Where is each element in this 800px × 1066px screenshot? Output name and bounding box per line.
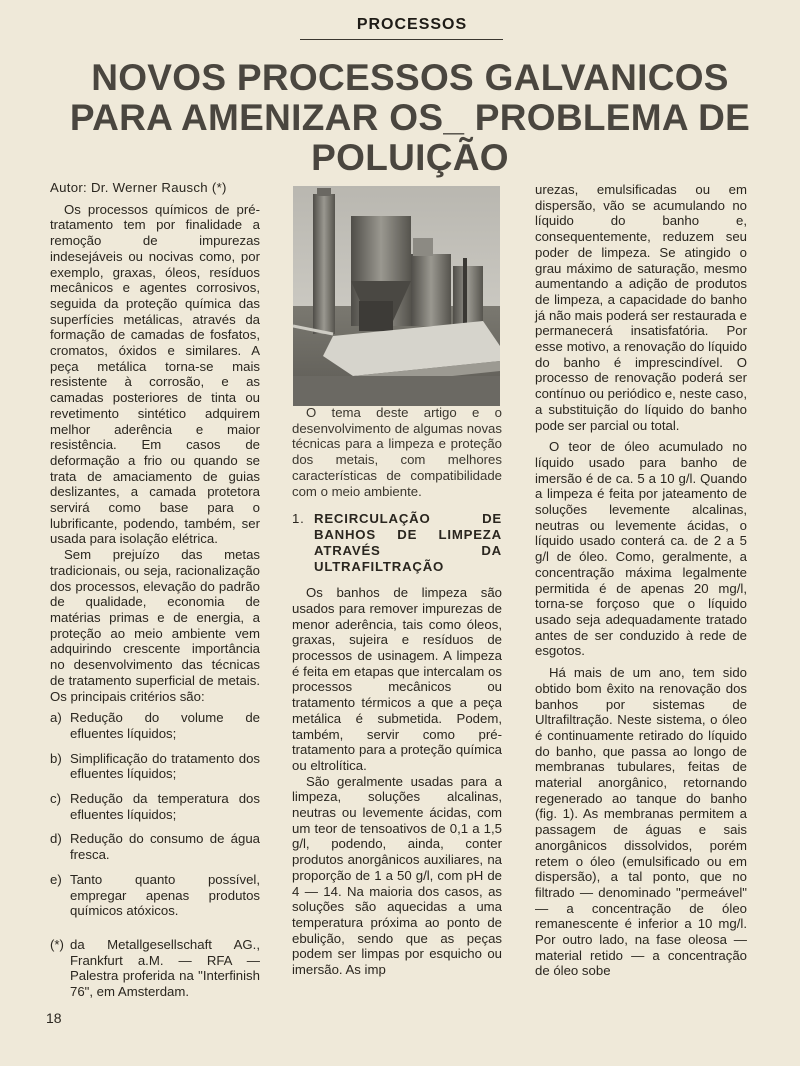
- criteria-list: [50, 710, 260, 919]
- body-paragraph: Há mais de um ano, tem sido obtido bom êxito na renovação dos banhos por sistemas de Ultrafiltração. Neste sistema, o óleo é continuamente retirado do líquido do banho, que passa ao longo de membranas tubulares, feitas de material anorgânico, retornando regenerado ao tanque do banho (fig. 1). As membranas permitem a passagem de águas e sais anorgânicos dissolvidos, porém retem o óleo (emulsificado ou em dispersão), a tal ponto, que no filtrado — denominado "permeável" — a concentração de óleo remanescente é inferior a 10 mg/l. Por outro lado, na fase oleosa — material retido — a concentração de óleo sobe: [535, 665, 747, 979]
- article-headline: [60, 58, 760, 178]
- body-paragraph: São geralmente usadas para a limpeza, soluções alcalinas, neutras ou levemente ácidas, com um teor de tensoativos de 0,1 a 1,5 g/l, podendo, ainda, conter produtos anorgânicos auxiliares, na proporção de 1 a 50 g/l, com pH de 4 — 14. Na maioria dos casos, as soluções são aquecidas a uma temperatura próxima ao ponto de ebulição, sendo que as peças podem ser limpas por esquicho ou imersão. As imp: [292, 773, 502, 978]
- photo-caption: O tema deste artigo e o desenvolvimento de algumas novas técnicas para a limpeza e proteção dos metais, com melhores características de compatibilidade com o meio ambiente.: [292, 405, 502, 499]
- list-item: [50, 710, 260, 741]
- list-marker: b): [50, 750, 62, 766]
- plant-photo: [293, 186, 500, 406]
- page-number: 18: [46, 1010, 62, 1026]
- list-marker: d): [50, 831, 62, 847]
- list-marker: c): [50, 791, 61, 807]
- list-item: [50, 791, 260, 822]
- list-text: Redução do volume de efluentes líquidos;: [70, 710, 260, 741]
- headline-text: NOVOS PROCESSOS GALVANICOS PARA AMENIZAR OS_ PROBLEMA DE POLUIÇÃO: [69, 57, 751, 178]
- list-item: [50, 872, 260, 919]
- list-item: [50, 751, 260, 782]
- author-line: Autor: Dr. Werner Rausch (*): [50, 180, 227, 195]
- footnote-text: da Metallgesellschaft AG., Frankfurt a.M. — RFA — Palestra proferida na "Interfinish 76", em Amsterdam.: [70, 936, 260, 1000]
- body-paragraph: O teor de óleo acumulado no líquido usado para banho de imersão é de ca. 5 a 10 g/l. Quando a limpeza é feita por jateamento de soluções levemente alcalinas, neutras ou levemente ácidas, o líquido usado conterá ca. de 2 a 5 g/l de óleo. Como, geralmente, a concentração máxima legalmente permitida é de apenas 20 mg/l, torna-se forçoso que o líquido usado seja adequadamente tratado antes de ser conduzido à rede de esgotos.: [535, 439, 747, 659]
- list-text: Tanto quanto possível, empregar apenas produtos químicos atóxicos.: [70, 871, 260, 919]
- section-number: 1.: [292, 511, 305, 527]
- list-item: [50, 831, 260, 862]
- list-text: Redução da temperatura dos efluentes líquidos;: [70, 791, 260, 822]
- section-rule: [300, 39, 503, 40]
- column-3: [535, 182, 747, 979]
- footnote-marker: (*): [50, 936, 64, 952]
- body-paragraph: Os banhos de limpeza são usados para remover impurezas de menor aderência, tais como óleos, graxas, sujeira e resíduos de processos de usinagem. A limpeza é feita em etapas que intercalam os processos mecânicos ou tratamento térmicos a que a peça metálica é submetida. Podem, também, servir como pré-tratamento para a proteção química ou eltrolítica.: [292, 585, 502, 773]
- list-marker: a): [50, 710, 62, 726]
- intro-paragraph: Os processos químicos de pré-tratamento tem por finalidade a remoção de impurezas indesejáveis ou nocivas como, por exemplo, graxas, óleos, resíduos mecânicos e agentes corrosivos, seguida da proteção química das superfícies metálicas, através da formação de camadas de fosfatos, cromatos, óxidos e similares. A peça metálica torna-se mais resistente à corrosão, e as camadas posteriores de tinta ou revetimento sintético adquirem melhor aderência e maior resistência. Em casos de deformação a frio ou quando se trata de amaciamento de guias deslizantes, a camada protetora servirá como base para o lubrificante, podendo, também, ser usada para isolação elétrica.: [50, 201, 260, 547]
- list-marker: e): [50, 871, 62, 887]
- criteria-intro-paragraph: Sem prejuízo das metas tradicionais, ou seja, racionalização dos processos, elevação do padrão de qualidade, economia de matérias primas e de energia, a proteção ao meio ambiente vem adquirindo crescente importância no desenvolvimento das técnicas de tratamento superficial de metais. Os principais critérios são:: [50, 547, 260, 704]
- author-footnote: [50, 937, 260, 1000]
- column-2: [292, 405, 502, 978]
- list-text: Redução do consumo de água fresca.: [70, 831, 260, 863]
- treatment-plant-image: [293, 186, 500, 406]
- column-1: [50, 180, 260, 1000]
- list-text: Simplificação do tratamento dos efluentes líquidos;: [70, 750, 260, 782]
- section-heading-text: RECIRCULAÇÃO DE BANHOS DE LIMPEZA ATRAVÉS DA ULTRAFILTRAÇÃO: [314, 511, 502, 575]
- section-label: PROCESSOS: [356, 16, 468, 33]
- body-paragraph-continued: urezas, emulsificadas ou em dispersão, vão se acumulando no líquido do banho e, consequentemente, reduzem seu poder de limpeza. Se atingido o grau máximo de saturação, mesmo aumentando a adição de produtos de limpeza, a capacidade do banho já não mais poderá ser restaurada e permanecerá insatisfatória. Por esse motivo, a renovação do líquido do banho é imprescindível. O processo de renovação poderá ser contínuo ou periódico e, neste caso, a substituição do líquido do banho pode ser parcial ou total.: [535, 182, 747, 433]
- section-heading: [292, 511, 502, 575]
